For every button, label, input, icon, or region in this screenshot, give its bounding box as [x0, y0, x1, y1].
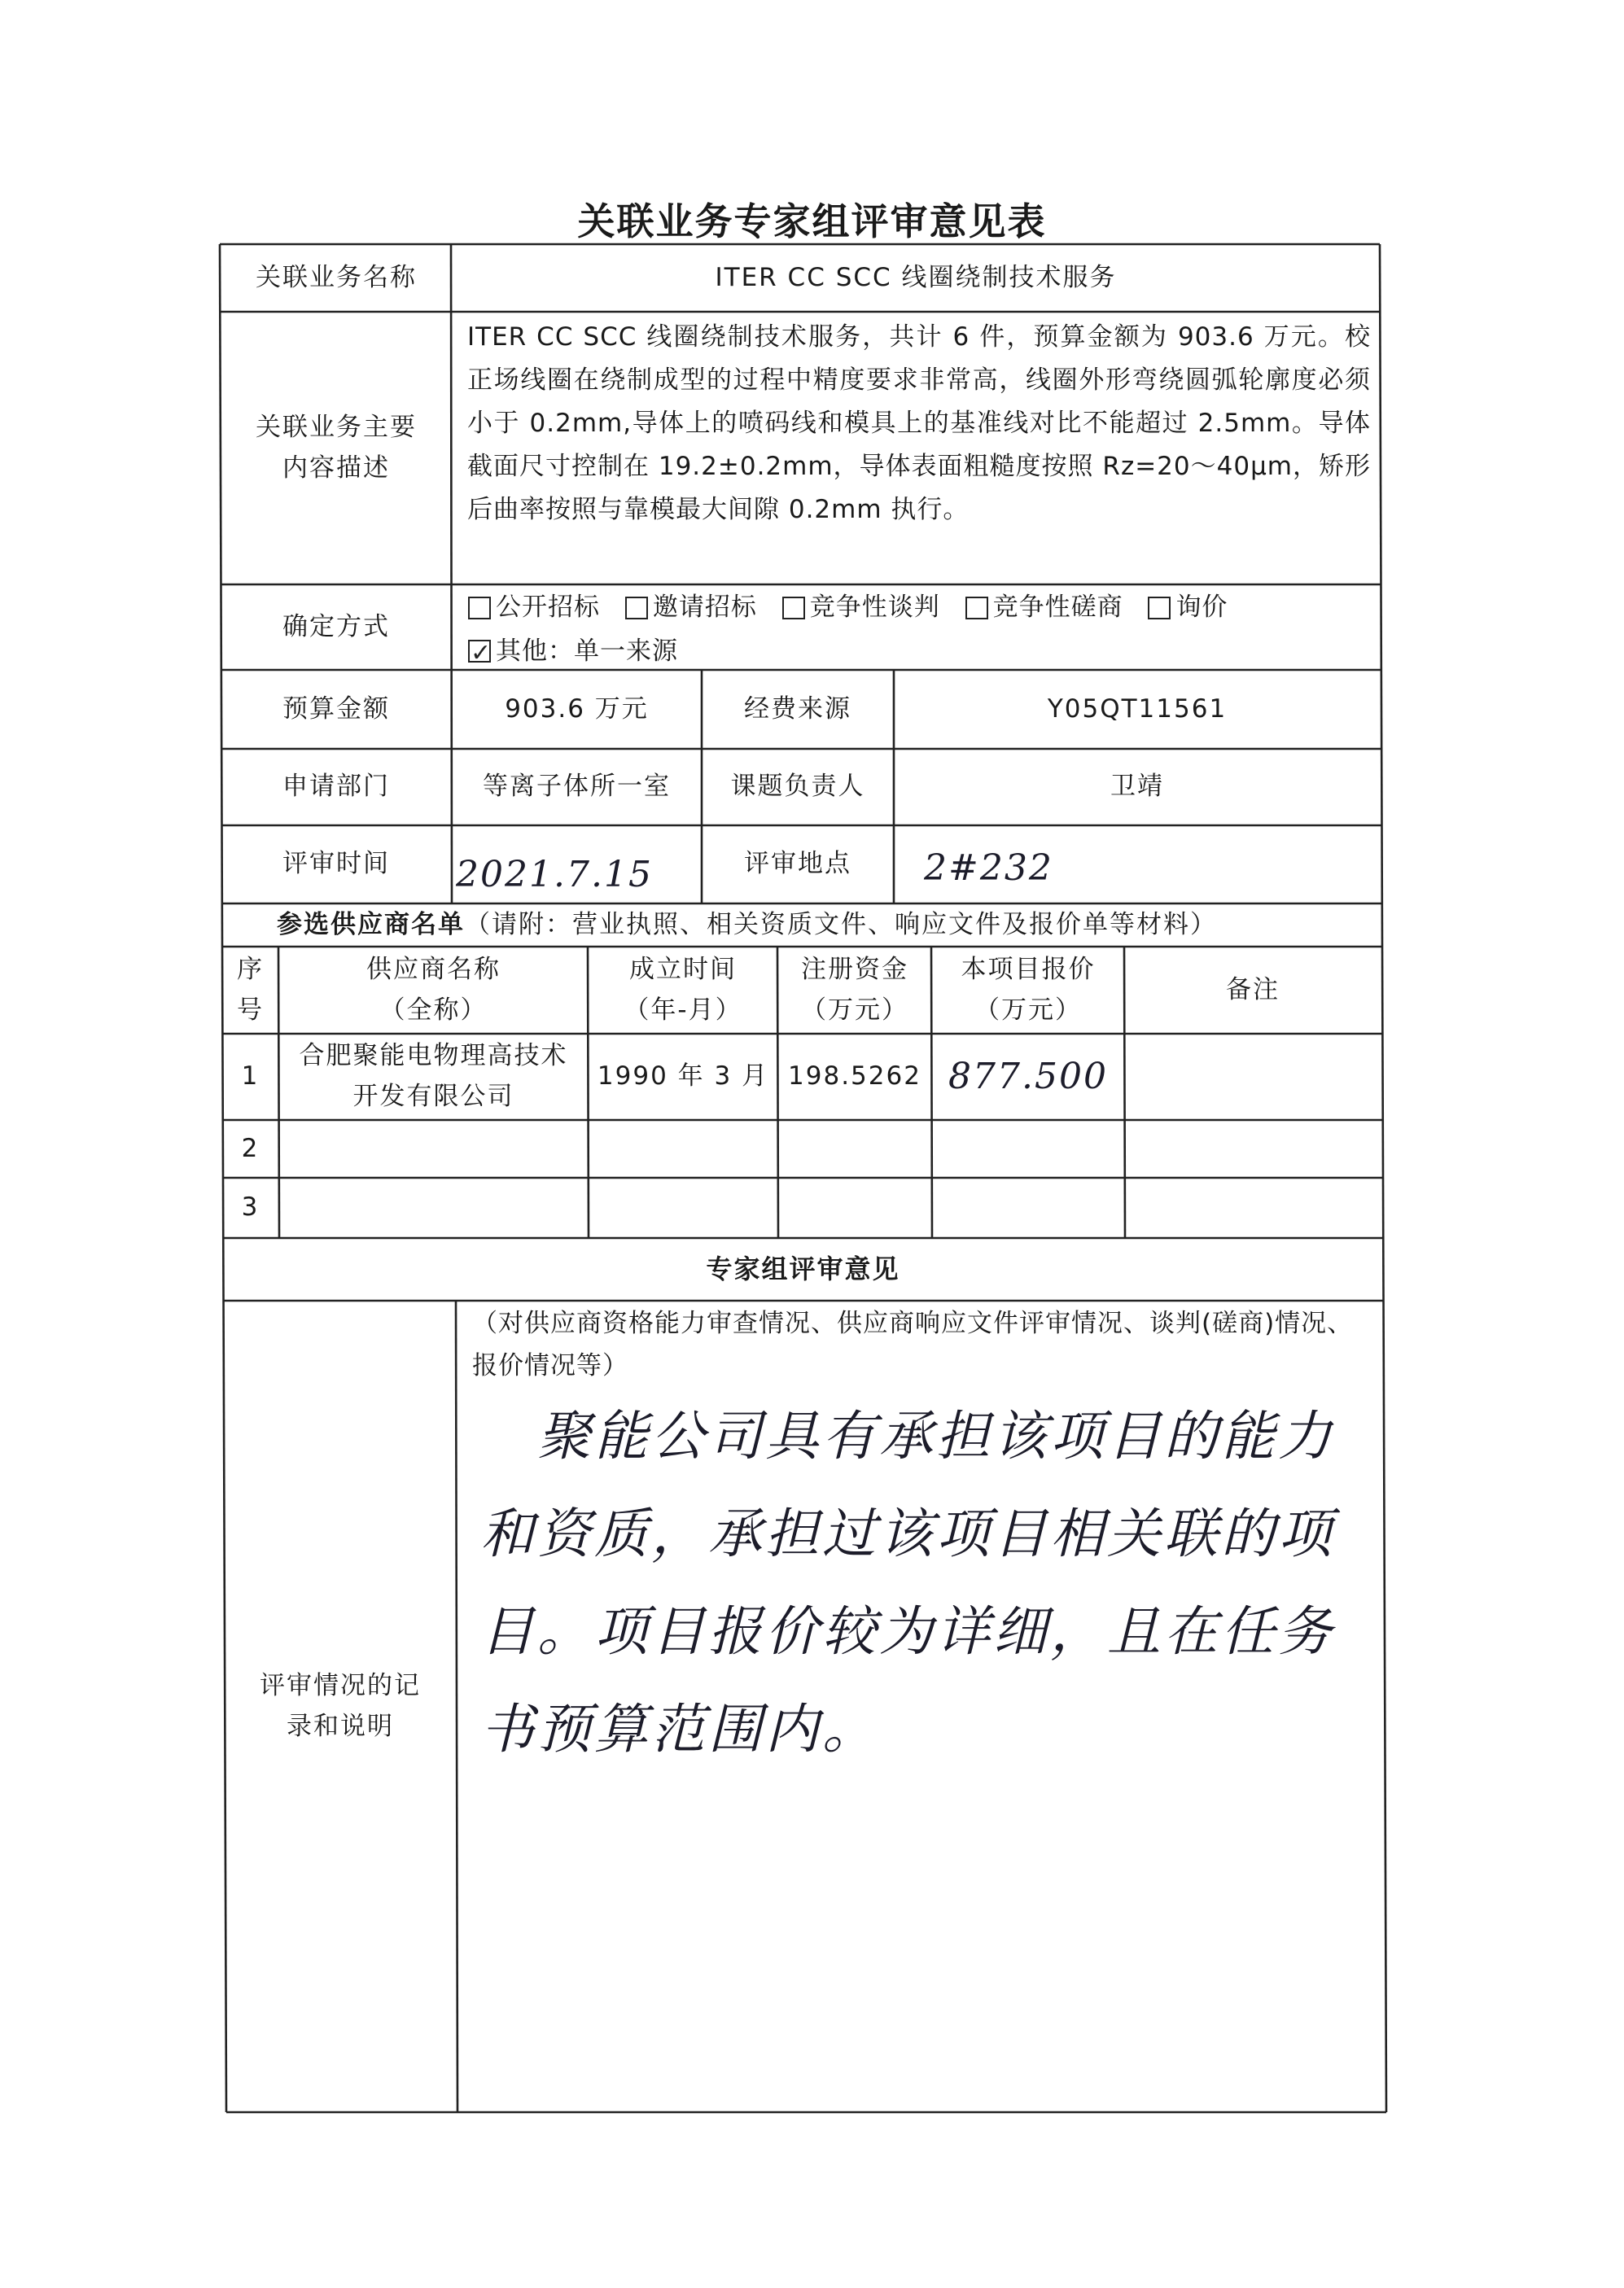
expert-opinion: 聚能公司具有承担该项目的能力和资质，承担过该项目相关联的项目。项目报价较为详细，且在任务书预算范围内。 [480, 1405, 1335, 1761]
option-competitive-negotiation[interactable]: 竞争性谈判 [782, 588, 940, 628]
row1-quote: 877.500 [948, 1055, 1108, 1097]
leader-value: 卫靖 [1110, 772, 1164, 802]
row1-founded: 1990 年 3 月 [597, 1061, 769, 1092]
department-value: 等离子体所一室 [483, 772, 671, 802]
budget-value: 903.6 万元 [505, 693, 649, 724]
checkbox-icon[interactable] [782, 597, 805, 619]
budget-label: 预算金额 [282, 693, 390, 724]
business-name-value: ITER CC SCC 线圈绕制技术服务 [715, 262, 1117, 292]
header-founded: 成立时间（年-月） [624, 954, 742, 1025]
review-place-label: 评审地点 [744, 849, 851, 879]
expert-record-label: 评审情况的记录和说明 [260, 1670, 421, 1741]
supplier-section-note: （请附：营业执照、相关资质文件、响应文件及报价单等材料） [465, 909, 1217, 939]
leader-label: 课题负责人 [730, 772, 865, 802]
checkbox-icon[interactable] [468, 597, 491, 619]
checkbox-icon[interactable] [965, 597, 988, 619]
option-invited-tender[interactable]: 邀请招标 [625, 588, 757, 628]
header-seq: 序号 [237, 954, 264, 1025]
fund-source-label: 经费来源 [744, 693, 851, 724]
supplier-section-header [277, 903, 1376, 947]
header-supplier-name: 供应商名称（全称） [366, 954, 501, 1025]
row1-supplier-name: 合肥聚能电物理高技术开发有限公司 [299, 1041, 568, 1111]
header-remark: 备注 [1226, 974, 1280, 1004]
expert-instruction: （对供应商资格能力审查情况、供应商响应文件评审情况、谈判(磋商)情况、报价情况等） [472, 1309, 1354, 1380]
review-place-value: 2#232 [924, 847, 1053, 890]
review-time-value: 2021.7.15 [456, 853, 653, 895]
method-options [468, 588, 1372, 675]
row1-capital: 198.5262 [788, 1061, 921, 1092]
header-capital: 注册资金（万元） [801, 954, 908, 1025]
row1-remark [1125, 1034, 1381, 1120]
option-other[interactable]: ✓ 其他：单一来源 [468, 632, 678, 672]
content-label: 关联业务主要内容描述 [256, 412, 417, 483]
department-label: 申请部门 [282, 772, 390, 802]
checkbox-icon[interactable] [1148, 597, 1171, 619]
checkbox-icon[interactable] [625, 597, 648, 619]
row1-seq: 1 [241, 1061, 260, 1092]
option-competitive-consultation[interactable]: 竞争性磋商 [965, 588, 1123, 628]
option-open-tender[interactable]: 公开招标 [468, 588, 600, 628]
method-label: 确定方式 [282, 611, 390, 641]
header-quote: 本项目报价（万元） [961, 954, 1096, 1025]
review-time-label: 评审时间 [282, 849, 390, 879]
business-name-label: 关联业务名称 [256, 262, 417, 292]
fund-source-value: Y05QT11561 [1047, 693, 1228, 724]
row3-seq: 3 [241, 1192, 260, 1223]
content-text: ITER CC SCC 线圈绕制技术服务，共计 6 件，预算金额为 903.6 万元。校正场线圈在绕制成型的过程中精度要求非常高，线圈外形弯绕圆弧轮廓度必须小于 0.2mm,导体上的喷码线和模具上的基准线对比不能超过 2.5mm。导体截面尺寸控制在 19.2±0.2mm，导体表面粗糙度按照 Rz=20～40μm，矫形后曲率按照与靠模最大间隙 0.2mm 执行。 [467, 322, 1371, 524]
form-title: 关联业务专家组评审意见表 [577, 199, 1047, 243]
option-inquiry[interactable]: 询价 [1148, 588, 1228, 628]
checkbox-checked-icon[interactable] [468, 640, 491, 663]
row2-seq: 2 [241, 1133, 260, 1163]
supplier-section-title: 参选供应商名单 [277, 909, 465, 939]
expert-section-title: 专家组评审意见 [706, 1253, 900, 1284]
